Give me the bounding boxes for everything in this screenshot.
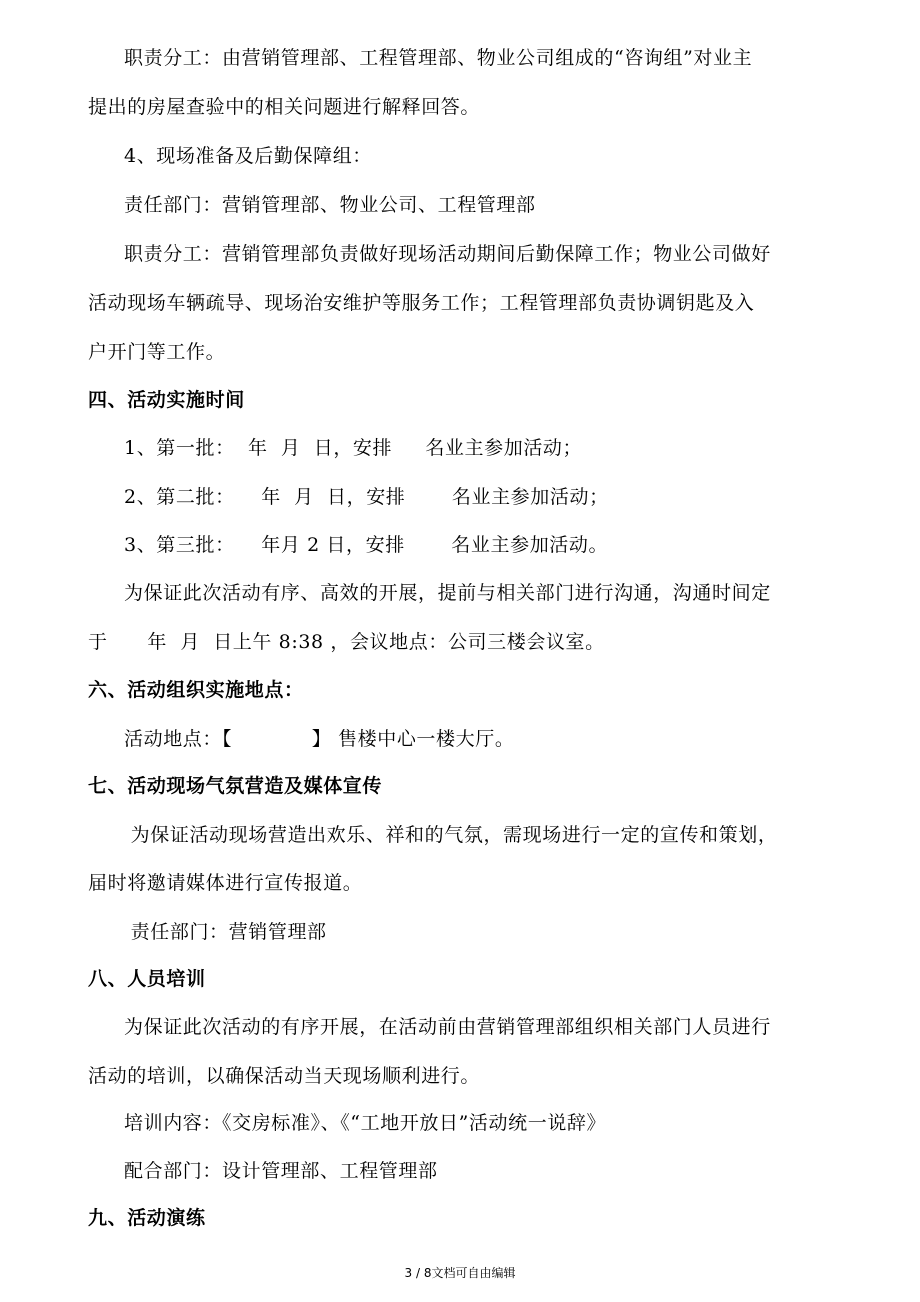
- paragraph-line: 为保证此次活动的有序开展，在活动前由营销管理部组织相关部门人员进行: [124, 1016, 771, 1038]
- paragraph-line: 责任部门：营销管理部、物业公司、工程管理部: [124, 194, 536, 216]
- section-heading: 九、活动演练: [88, 1207, 206, 1229]
- paragraph-line: 提出的房屋查验中的相关问题进行解释回答。: [88, 96, 481, 118]
- paragraph-line: 活动的培训，以确保活动当天现场顺利进行。: [88, 1065, 481, 1087]
- list-item: 4、现场准备及后勤保障组：: [124, 145, 372, 167]
- section-heading: 八、人员培训: [88, 968, 206, 990]
- page-footer: 3 / 8文档可自由编辑: [404, 1266, 516, 1280]
- paragraph-line: 于 年 月 日上午 8:38 ，会议地点：公司三楼会议室。: [88, 631, 605, 653]
- paragraph-line: 活动现场车辆疏导、现场治安维护等服务工作；工程管理部负责协调钥匙及入: [88, 292, 755, 314]
- list-item: 1、第一批： 年 月 日，安排 名业主参加活动；: [124, 437, 583, 459]
- paragraph-line: 活动地点：【 】 售楼中心一楼大厅。: [124, 728, 515, 750]
- section-heading: 六、活动组织实施地点：: [88, 679, 304, 701]
- list-item: 2、第二批： 年 月 日，安排 名业主参加活动；: [124, 486, 609, 508]
- paragraph-line: 为保证此次活动有序、高效的开展，提前与相关部门进行沟通，沟通时间定: [124, 582, 771, 604]
- paragraph-line: 为保证活动现场营造出欢乐、祥和的气氛，需现场进行一定的宣传和策划，: [124, 824, 778, 846]
- paragraph-line: 责任部门：营销管理部: [124, 921, 327, 943]
- paragraph-line: 户开门等工作。: [88, 341, 226, 363]
- list-item: 3、第三批： 年月 2 日，安排 名业主参加活动。: [124, 534, 609, 556]
- paragraph-line: 配合部门：设计管理部、工程管理部: [124, 1160, 438, 1182]
- paragraph-line: 届时将邀请媒体进行宣传报道。: [88, 872, 363, 894]
- paragraph-line: 职责分工：由营销管理部、工程管理部、物业公司组成的“咨询组”对业主: [124, 47, 753, 69]
- section-heading: 七、活动现场气氛营造及媒体宣传: [88, 775, 383, 797]
- paragraph-line: 职责分工：营销管理部负责做好现场活动期间后勤保障工作；物业公司做好: [124, 243, 771, 265]
- section-heading: 四、活动实施时间: [88, 389, 245, 411]
- paragraph-line: 培训内容：《交房标准》、《“工地开放日”活动统一说辞》: [124, 1112, 607, 1134]
